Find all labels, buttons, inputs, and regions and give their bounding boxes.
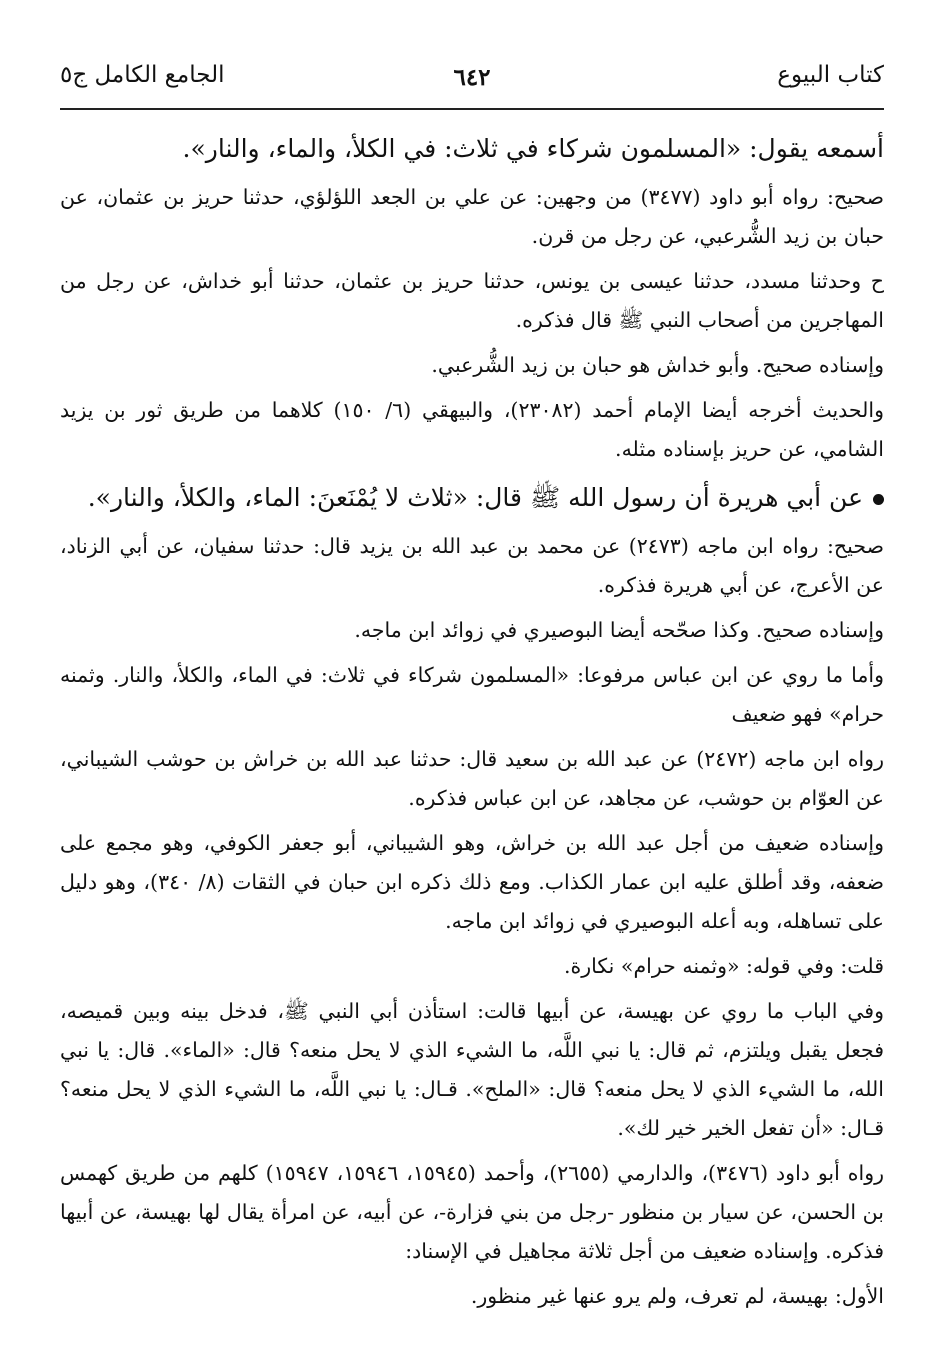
grading-paragraph: وإسناده صحيح. وأبو خداش هو حبان بن زيد الشُّرعبي. <box>431 353 884 377</box>
grading-paragraph: وإسناده ضعيف من أجل عبد الله بن خراش، وهو الشيباني، أبو جعفر الكوفي، وهو مجمع على ضعفه، وقد أطلق عليه ابن عمار الكذاب. ومع ذلك ذكره ابن حبان في الثقات (٨/ ٣٤٠)، وهو دليل على تساهله، وبه أعله البوصيري في زوائد ابن ماجه. <box>60 831 884 933</box>
takhrij-paragraph: والحديث أخرجه أيضا الإمام أحمد (٢٣٠٨٢)، والبيهقي (٦/ ١٥٠) كلاهما من طريق ثور بن يزيد الشامي، عن حريز بإسناده مثله. <box>60 398 885 461</box>
hadith-text: عن أبي هريرة أن رسول الله ﷺ قال: «ثلاث لا يُمْنَعنَ: الماء، والكلأ، والنار». <box>87 483 863 512</box>
takhrij-paragraph: صحيح: رواه ابن ماجه (٢٤٧٣) عن محمد بن عبد الله بن يزيد قال: حدثنا سفيان، عن أبي الزناد، عن الأعرج، عن أبي هريرة فذكره. <box>60 534 884 597</box>
takhrij-paragraph: ح وحدثنا مسدد، حدثنا عيسى بن يونس، حدثنا حريز بن عثمان، حدثنا أبو خداش، عن رجل من المهاجرين من أصحاب النبي ﷺ قال فذكره. <box>60 269 884 332</box>
hadith-text: أسمعه يقول: «المسلمون شركاء في ثلاث: في الكلأ، والماء، والنار». <box>182 134 884 163</box>
collection-title: الجامع الكامل ج٥ <box>60 62 225 88</box>
takhrij-paragraph: رواه ابن ماجه (٢٤٧٢) عن عبد الله بن سعيد قال: حدثنا عبد الله بن خراش بن حوشب الشيباني، عن العوّام بن حوشب، عن مجاهد، عن ابن عباس فذكره. <box>60 747 884 810</box>
bullet-icon <box>873 494 884 505</box>
weak-narration-paragraph: وأما ما روي عن ابن عباس مرفوعا: «المسلمون شركاء في ثلاث: في الماء، والكلأ، والنار. وثمنه حرام» فهو ضعيف <box>60 663 884 726</box>
page-number: ٦٤٢ <box>453 64 491 91</box>
narrator-note-paragraph: الأول: بهيسة، لم تعرف، ولم يرو عنها غير منظور. <box>470 1284 884 1308</box>
note-paragraph: قلت: وفي قوله: «وثمنه حرام» نكارة. <box>563 954 884 978</box>
book-title: كتاب البيوع <box>777 62 884 88</box>
chapter-narration-paragraph: وفي الباب ما روي عن بهيسة، عن أبيها قالت: استأذن أبي النبي ﷺ، فدخل بينه وبين قميصه، فجعل يقبل ويلتزم، ثم قال: يا نبي اللَّه، ما الشيء الذي لا يحل منعه؟ قال: «الماء». قال: يا نبي الله، ما الشيء الذي لا يحل منعه؟ قال: «الملح». قـال: يا نبي اللَّه، ما الشيء الذي لا يحل منعه؟ قـال: «أن تفعل الخير خير لك». <box>60 999 884 1140</box>
page-body <box>60 126 884 1322</box>
takhrij-paragraph: صحيح: رواه أبو داود (٣٤٧٧) من وجهين: عن علي بن الجعد اللؤلؤي، حدثنا حريز بن عثمان، عن حبان بن زيد الشُّرعبي، عن رجل من قرن. <box>60 185 884 248</box>
takhrij-paragraph: رواه أبو داود (٣٤٧٦)، والدارمي (٢٦٥٥)، وأحمد (١٥٩٤٥، ١٥٩٤٦، ١٥٩٤٧) كلهم من طريق كهمس بن الحسن، عن سيار بن منظور -رجل من بني فزارة-، عن أبيه، عن امرأة يقال لها بهيسة، عن أبيها فذكره. وإسناده ضعيف من أجل ثلاثة مجاهيل في الإسناد: <box>60 1161 884 1263</box>
grading-paragraph: وإسناده صحيح. وكذا صحّحه أيضا البوصيري في زوائد ابن ماجه. <box>354 618 884 642</box>
header-rule <box>60 108 884 110</box>
hadith-entry <box>60 475 884 521</box>
page-header <box>60 62 884 102</box>
